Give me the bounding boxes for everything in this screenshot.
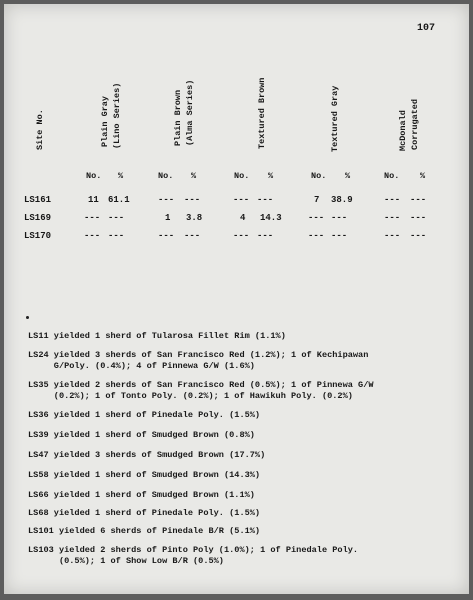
cell-textured-brown-no: --- bbox=[233, 231, 250, 241]
note-ls39: LS39 yielded 1 sherd of Smudged Brown (0.8%) bbox=[28, 430, 255, 440]
note-ls68: LS68 yielded 1 sherd of Pinedale Poly. (1.5%) bbox=[28, 508, 261, 518]
cell-textured-gray-pct: --- bbox=[331, 213, 348, 223]
cell-plain-gray-pct: --- bbox=[108, 213, 125, 223]
cell-site: LS170 bbox=[24, 231, 52, 241]
note-ls35: LS35 yielded 2 sherds of San Francisco Red (0.5%); 1 of Pinnewa G/W (0.2%); 1 of Tonto Poly. (0.2%); 1 of Hawikuh Poly. (0.2%) bbox=[28, 380, 374, 401]
cell-plain-brown-pct: 3.8 bbox=[186, 213, 203, 223]
subheader-pct: % bbox=[118, 171, 124, 181]
cell-textured-gray-no: --- bbox=[308, 213, 325, 223]
header-corrugated: Corrugated bbox=[410, 98, 420, 150]
header-plain-brown: Plain Brown bbox=[173, 89, 183, 146]
document-page bbox=[4, 4, 469, 594]
cell-textured-brown-pct: 14.3 bbox=[260, 213, 282, 223]
header-mcdonald: McDonald bbox=[398, 110, 408, 151]
header-site-no: Site No. bbox=[35, 109, 45, 150]
subheader-pct: % bbox=[268, 171, 274, 181]
cell-textured-gray-pct: --- bbox=[331, 231, 348, 241]
subheader-no: No. bbox=[234, 171, 250, 181]
subheader-no: No. bbox=[384, 171, 400, 181]
cell-site: LS161 bbox=[24, 195, 52, 205]
cell-mcdonald-pct: --- bbox=[410, 213, 427, 223]
subheader-no: No. bbox=[311, 171, 327, 181]
cell-mcdonald-pct: --- bbox=[410, 195, 427, 205]
note-ls103: LS103 yielded 2 sherds of Pinto Poly (1.0%); 1 of Pinedale Poly. (0.5%); 1 of Show Low B/R (0.5%) bbox=[28, 545, 359, 566]
cell-plain-gray-no: 11 bbox=[88, 195, 99, 205]
note-ls47: LS47 yielded 3 sherds of Smudged Brown (17.7%) bbox=[28, 450, 266, 460]
cell-plain-brown-no: 1 bbox=[165, 213, 171, 223]
cell-textured-brown-no: --- bbox=[233, 195, 250, 205]
note-ls66: LS66 yielded 1 sherd of Smudged Brown (1.1%) bbox=[28, 490, 255, 500]
note-ls11: LS11 yielded 1 sherd of Tularosa Fillet Rim (1.1%) bbox=[28, 331, 286, 341]
subheader-no: No. bbox=[86, 171, 102, 181]
note-ls58: LS58 yielded 1 sherd of Smudged Brown (14.3%) bbox=[28, 470, 261, 480]
cell-mcdonald-no: --- bbox=[384, 231, 401, 241]
bullet-mark bbox=[26, 316, 29, 319]
cell-textured-brown-pct: --- bbox=[257, 231, 274, 241]
header-alma-series: (Alma Series) bbox=[185, 79, 195, 146]
note-ls36: LS36 yielded 1 sherd of Pinedale Poly. (1.5%) bbox=[28, 410, 261, 420]
cell-textured-brown-no: 4 bbox=[240, 213, 246, 223]
header-plain-gray: Plain Gray bbox=[100, 95, 110, 147]
subheader-pct: % bbox=[345, 171, 351, 181]
header-textured-gray: Textured Gray bbox=[330, 85, 340, 152]
cell-site: LS169 bbox=[24, 213, 52, 223]
cell-plain-brown-no: --- bbox=[158, 195, 175, 205]
cell-plain-gray-no: --- bbox=[84, 231, 101, 241]
table-row bbox=[24, 231, 454, 245]
cell-mcdonald-no: --- bbox=[384, 195, 401, 205]
cell-mcdonald-pct: --- bbox=[410, 231, 427, 241]
cell-textured-gray-pct: 38.9 bbox=[331, 195, 353, 205]
cell-textured-gray-no: 7 bbox=[314, 195, 320, 205]
cell-textured-brown-pct: --- bbox=[257, 195, 274, 205]
header-lino-series: (Lino Series) bbox=[112, 82, 122, 149]
subheader-no: No. bbox=[158, 171, 174, 181]
subheader-pct: % bbox=[420, 171, 426, 181]
cell-mcdonald-no: --- bbox=[384, 213, 401, 223]
note-ls24: LS24 yielded 3 sherds of San Francisco Red (1.2%); 1 of Kechipawan G/Poly. (0.4%); 4 of Pinnewa G/W (1.6%) bbox=[28, 350, 369, 371]
header-textured-brown: Textured Brown bbox=[257, 77, 267, 149]
cell-plain-gray-pct: 61.1 bbox=[108, 195, 130, 205]
cell-textured-gray-no: --- bbox=[308, 231, 325, 241]
page-number: 107 bbox=[417, 23, 436, 34]
subheader-pct: % bbox=[191, 171, 197, 181]
table-row bbox=[24, 213, 454, 227]
cell-plain-gray-no: --- bbox=[84, 213, 101, 223]
table-row bbox=[24, 195, 454, 209]
note-ls101: LS101 yielded 6 sherds of Pinedale B/R (5.1%) bbox=[28, 526, 261, 536]
cell-plain-gray-pct: --- bbox=[108, 231, 125, 241]
cell-plain-brown-pct: --- bbox=[184, 231, 201, 241]
cell-plain-brown-no: --- bbox=[158, 231, 175, 241]
cell-plain-brown-pct: --- bbox=[184, 195, 201, 205]
